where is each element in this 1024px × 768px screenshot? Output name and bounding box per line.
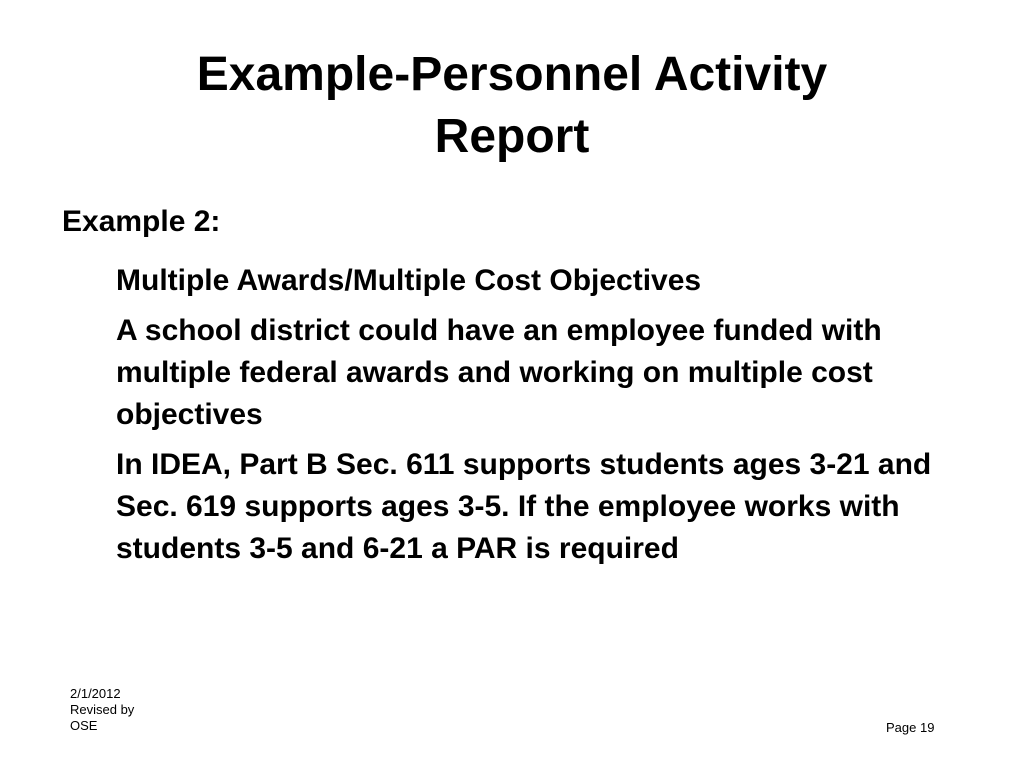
- slide-title-line-2: Report: [434, 110, 590, 163]
- footer-date-block: [70, 686, 134, 734]
- slide-title-line-1: Example-Personnel Activity: [196, 48, 828, 101]
- paragraph-subtitle: Multiple Awards/Multiple Cost Objectives: [116, 264, 702, 297]
- slide-body: [116, 260, 976, 578]
- paragraph-idea-part-b: In IDEA, Part B Sec. 611 supports students ages 3-21 and Sec. 619 supports ages 3-5. If the employee works with students 3-5 and 6-21 a PAR is required: [116, 448, 932, 565]
- example-heading: Example 2:: [62, 205, 221, 238]
- footer-revised-by: Revised by: [70, 702, 135, 717]
- footer-date: 2/1/2012: [70, 686, 121, 701]
- paragraph-employee-funding: A school district could have an employee funded with multiple federal awards and working on multiple cost objectives: [116, 314, 882, 431]
- footer-revised-org: OSE: [70, 718, 98, 733]
- slide-title: [0, 44, 1024, 168]
- page-number: Page 19: [886, 720, 935, 735]
